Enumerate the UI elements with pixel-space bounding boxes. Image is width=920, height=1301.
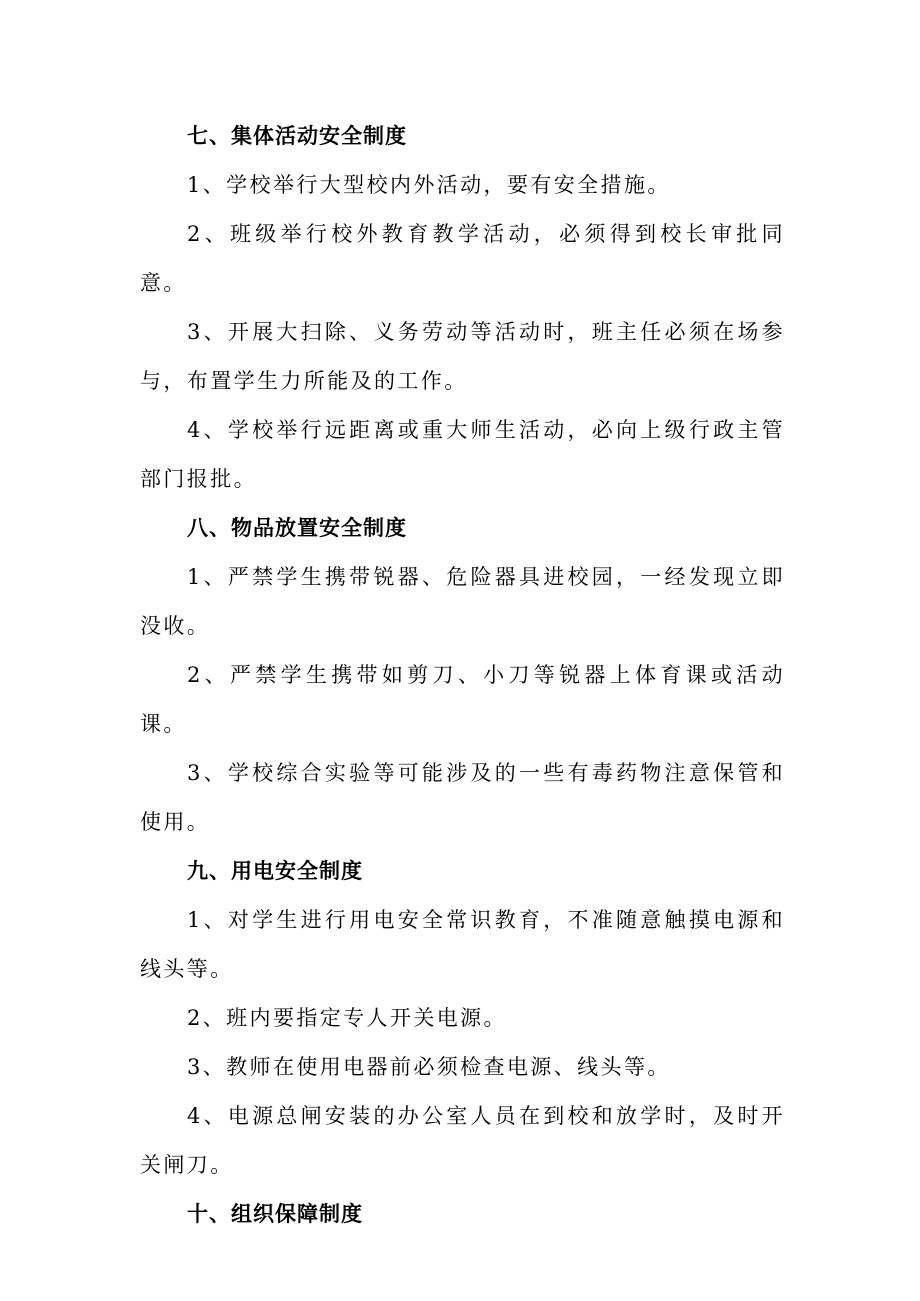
section-9-item-4: 4、电源总闸安装的办公室人员在到校和放学时，及时开关闸刀。	[140, 1104, 785, 1177]
section-9-item-1: 1、对学生进行用电安全常识教育，不准随意触摸电源和线头等。	[140, 908, 785, 981]
document-body	[140, 112, 785, 1239]
section-7-item-4: 4、学校举行远距离或重大师生活动，必向上级行政主管部门报批。	[140, 418, 785, 491]
section-8-item-1: 1、严禁学生携带锐器、危险器具进校园，一经发现立即没收。	[140, 565, 785, 638]
section-heading-8: 八、物品放置安全制度	[187, 516, 407, 540]
section-7-item-1: 1、学校举行大型校内外活动，要有安全措施。	[187, 173, 671, 197]
section-heading-9: 九、用电安全制度	[187, 859, 363, 883]
section-8-item-2: 2、严禁学生携带如剪刀、小刀等锐器上体育课或活动课。	[140, 663, 785, 736]
section-heading-10: 十、组织保障制度	[187, 1202, 363, 1226]
section-7-item-3: 3、开展大扫除、义务劳动等活动时，班主任必须在场参与，布置学生力所能及的工作。	[140, 320, 785, 393]
section-9-item-2: 2、班内要指定专人开关电源。	[187, 1006, 507, 1030]
section-heading-7: 七、集体活动安全制度	[187, 124, 407, 148]
section-8-item-3: 3、学校综合实验等可能涉及的一些有毒药物注意保管和使用。	[140, 761, 785, 834]
section-9-item-3: 3、教师在使用电器前必须检查电源、线头等。	[187, 1055, 671, 1079]
section-7-item-2: 2、班级举行校外教育教学活动，必须得到校长审批同意。	[140, 222, 785, 295]
